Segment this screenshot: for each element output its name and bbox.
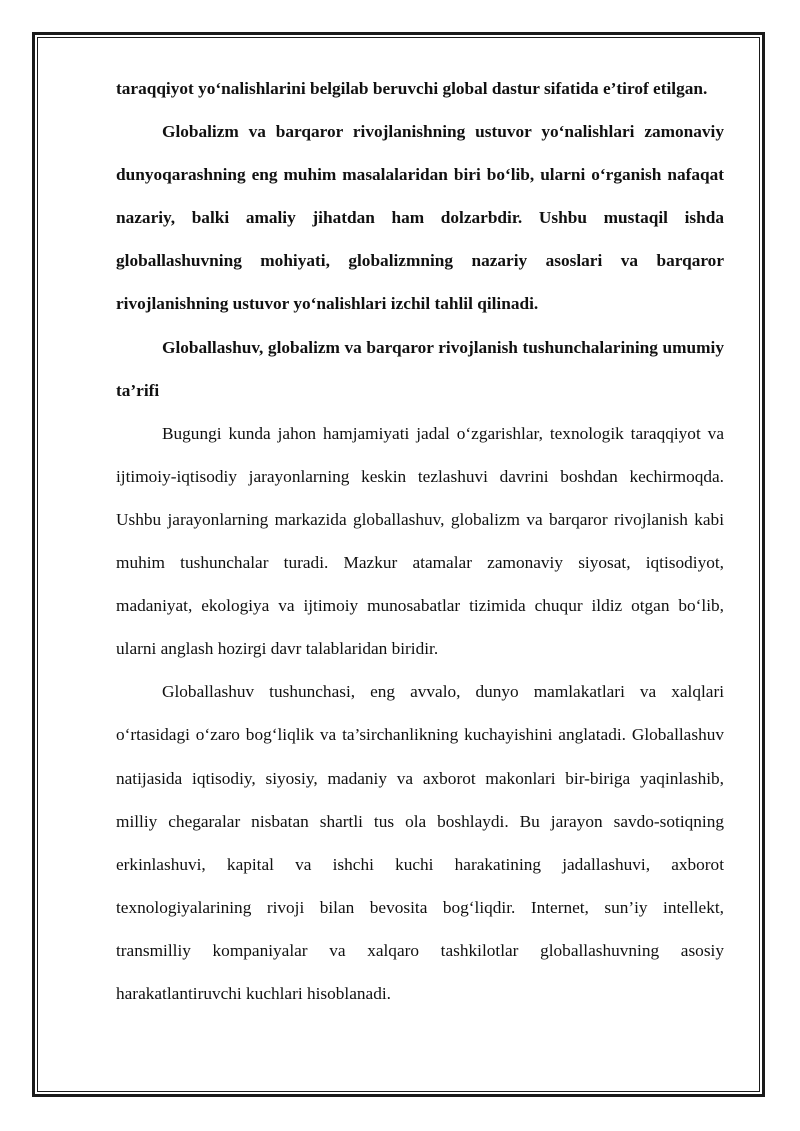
paragraph-intro-summary: Globalizm va barqaror rivojlanishning ustuvor yo‘nalishlari zamonaviy dunyoqarashning eng muhim masalalaridan biri bo‘lib, ularni o‘rganish nafaqat nazariy, balki amaliy jihatdan ham dolzarbdir. Ushbu mustaqil ishda globallashuvning mohiyati, globalizmning nazariy asoslari va barqaror rivojlanishning ustuvor yo‘nalishlari izchil tahlil qilinadi. — [116, 122, 724, 314]
paragraph-body: Globallashuv tushunchasi, eng avvalo, dunyo mamlakatlari va xalqlari o‘rtasidagi o‘zaro bog‘liqlik va ta’sirchanlikning kuchayishini anglatadi. Globallashuv natijasida iqtisodiy, siyosiy, madaniy va axborot makonlari bir-biriga yaqinlashib, milliy chegaralar nisbatan shartli tus ola boshlaydi. Bu jarayon savdo-sotiqning erkinlashuvi, kapital va ishchi kuchi harakatining jadallashuvi, axborot texnologiyalarining rivoji bilan bevosita bog‘liqdir. Internet, sun’iy intellekt, transmilliy kompaniyalar va xalqaro tashkilotlar globallashuvning asosiy harakatlantiruvchi kuchlari hisoblanadi. — [116, 682, 724, 1003]
paragraph-body: Bugungi kunda jahon hamjamiyati jadal o‘zgarishlar, texnologik taraqqiyot va ijtimoiy-iqtisodiy jarayonlarning keskin tezlashuvi davrini boshdan kechirmoqda. Ushbu jarayonlarning markazida globallashuv, globalizm va barqaror rivojlanish kabi muhim tushunchalar turadi. Mazkur atamalar zamonaviy siyosat, iqtisodiyot, madaniyat, ekologiya va ijtimoiy munosabatlar tizimida chuqur ildiz otgan bo‘lib, ularni anglash hozirgi davr talablaridan biridir. — [116, 423, 724, 659]
paragraph-continuation: taraqqiyot yo‘nalishlarini belgilab beruvchi global dastur sifatida e’tirof etilgan. — [116, 79, 708, 98]
page-body — [116, 67, 724, 1015]
section-heading: Globallashuv, globalizm va barqaror rivojlanish tushunchalarining umumiy ta’rifi — [116, 337, 724, 400]
